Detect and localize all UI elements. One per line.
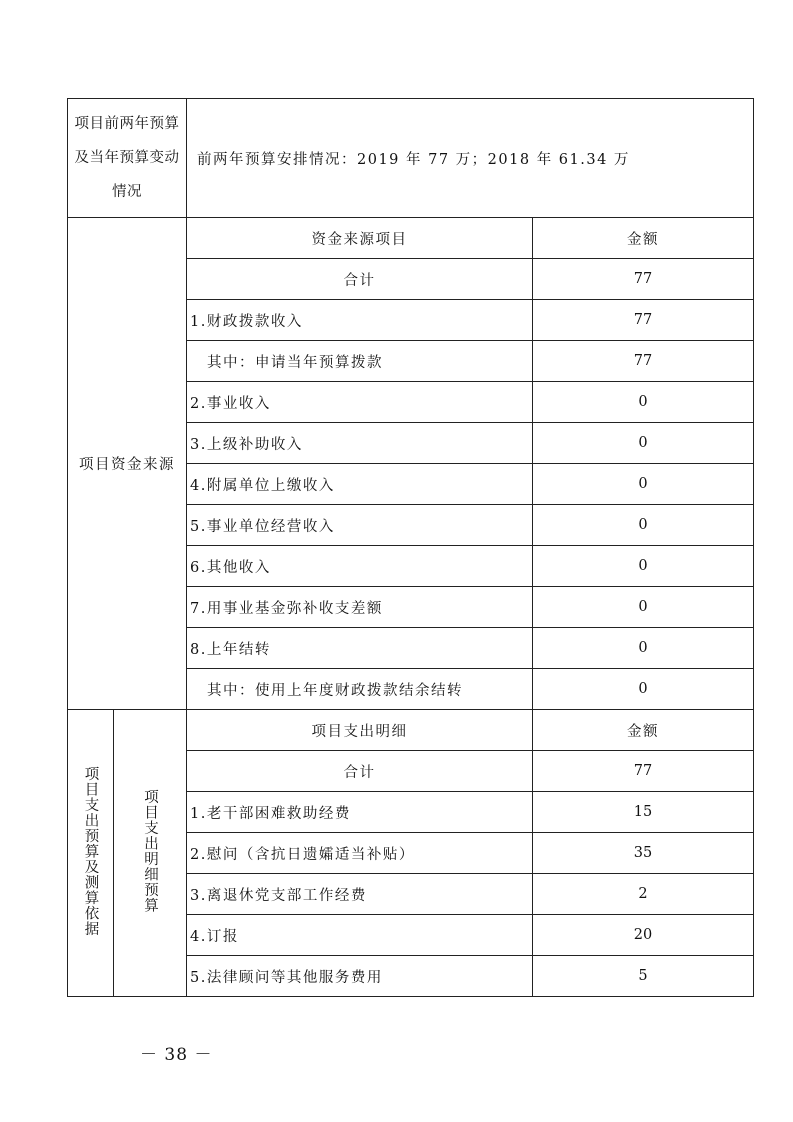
expense-section-label-cell [68, 710, 114, 997]
overview-label-line2: 及当年预算变动 [74, 150, 180, 166]
funding-row-label: 其中：使用上年度财政拨款结余结转 [187, 669, 533, 710]
expense-header-row [68, 710, 754, 751]
expense-row-label: 合计 [187, 751, 533, 792]
funding-section-label: 项目资金来源 [79, 457, 175, 473]
funding-row-amount: 0 [533, 382, 754, 423]
overview-text-cell [187, 99, 754, 218]
expense-header-amount: 金额 [533, 710, 754, 751]
expense-section-label: 项目支出预算及测算依据 [82, 765, 99, 937]
funding-section-label-cell [68, 218, 187, 710]
funding-row-amount: 77 [533, 341, 754, 382]
funding-row-label: 6.其他收入 [187, 546, 533, 587]
funding-row-amount: 0 [533, 464, 754, 505]
funding-row-amount: 0 [533, 546, 754, 587]
expense-row-label: 1.老干部困难救助经费 [187, 792, 533, 833]
funding-header-amount: 金额 [533, 218, 754, 259]
expense-row-amount: 77 [533, 751, 754, 792]
funding-row-amount: 0 [533, 587, 754, 628]
expense-row-label: 5.法律顾问等其他服务费用 [187, 956, 533, 997]
overview-label-line1: 项目前两年预算 [74, 116, 180, 132]
funding-row-label: 5.事业单位经营收入 [187, 505, 533, 546]
funding-row-amount: 77 [533, 300, 754, 341]
funding-row-amount: 77 [533, 259, 754, 300]
funding-row-label: 2.事业收入 [187, 382, 533, 423]
funding-row-label: 3.上级补助收入 [187, 423, 533, 464]
funding-row-label: 4.附属单位上缴收入 [187, 464, 533, 505]
expense-row-amount: 5 [533, 956, 754, 997]
overview-label-line3: 情况 [112, 184, 142, 200]
overview-row [68, 99, 754, 218]
expense-row-label: 2.慰问（含抗日遗孀适当补贴） [187, 833, 533, 874]
funding-row-amount: 0 [533, 628, 754, 669]
expense-header-item: 项目支出明细 [187, 710, 533, 751]
funding-row-amount: 0 [533, 423, 754, 464]
funding-row-label: 1.财政拨款收入 [187, 300, 533, 341]
page-number: － 38 － [140, 1045, 213, 1065]
funding-row-label: 7.用事业基金弥补收支差额 [187, 587, 533, 628]
funding-header-row [68, 218, 754, 259]
expense-row-label: 3.离退休党支部工作经费 [187, 874, 533, 915]
funding-header-item: 资金来源项目 [187, 218, 533, 259]
expense-row-amount: 35 [533, 833, 754, 874]
overview-label-cell [68, 99, 187, 218]
funding-row-label: 其中：申请当年预算拨款 [187, 341, 533, 382]
funding-row-amount: 0 [533, 669, 754, 710]
overview-text: 前两年预算安排情况：2019 年 77 万；2018 年 61.34 万 [197, 151, 630, 168]
funding-row-label: 合计 [187, 259, 533, 300]
expense-row-amount: 15 [533, 792, 754, 833]
expense-sub-label: 项目支出明细预算 [142, 789, 158, 913]
funding-row-amount: 0 [533, 505, 754, 546]
expense-row-label: 4.订报 [187, 915, 533, 956]
expense-sub-label-cell [114, 710, 187, 997]
expense-row-amount: 20 [533, 915, 754, 956]
budget-table [67, 98, 754, 997]
funding-row-label: 8.上年结转 [187, 628, 533, 669]
expense-row-amount: 2 [533, 874, 754, 915]
